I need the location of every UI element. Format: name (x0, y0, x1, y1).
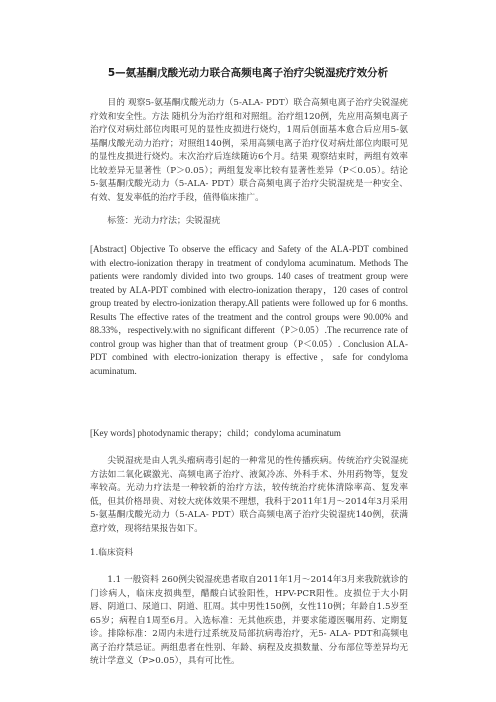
section-body: 1.1 一般资料 260例尖锐湿疣患者取自2011年1月～2014年3月来我院就诊的门诊病人，临床皮损典型，醋酸白试验阳性，HPV-PCR阳性。皮损位于大小阴唇、阴道口、尿道口、阴道、肛周。其中男性150例，女性110例；年龄自1.5岁至65岁；病程自1周至6月。入选标准：无其他疾患，并要求能遵医嘱用药、定期复诊。排除标准：2周内未进行过系统及局部抗病毒治疗，无5- ALA- PDT和高频电离子治疗禁忌证。两组患者在性别、年龄、病程及皮损数量、分布部位等差异均无统计学意义（P>0.05），具有可比性。 (90, 575, 408, 666)
abstract-english: [Abstract] Objective To observe the efficacy and Safety of the ALA-PDT combined with electro-ionization therapy in treatment of condyloma acuminatum. Methods The patients were randomly divided into two groups. 140 cases of treatment group were treated by ALA-PDT combined with electro-ionization therapy，120 cases of control group treated by electro-ionization therapy.All patients were followed up for 6 months. Results The effective rates of the treatment and the control groups were 90.00% and 88.33%，respectively.with no significant different（P＞0.05）.The recurrence rate of control group was higher than that of treatment group（P＜0.05）. Conclusion ALA-PDT combined with electro-ionization therapy is effective，safe for condyloma acuminatum. (90, 244, 408, 376)
article-title: 5—氨基酮戊酸光动力联合高频电离子治疗尖锐湿疣疗效分析 (107, 67, 389, 79)
section-heading: 1.临床资料 (90, 548, 134, 558)
keywords-chinese: 标签：光动力疗法；尖锐湿疣 (107, 216, 221, 226)
abstract-chinese: 目的 观察5-氨基酮戊酸光动力（5-ALA- PDT）联合高频电离子治疗尖锐湿疣疗效和安全性。方法 随机分为治疗组和对照组。治疗组120例，先应用高频电离子治疗仪对病灶部位肉眼可见的显性皮损进行烧灼，1周后创面基本愈合后应用5-氨基酮戊酸光动力治疗；对照组140例，采用高频电离子治疗仪对病灶部位肉眼可见的显性皮损进行烧灼。末次治疗后连续随访6个月。结果 观察结束时，两组有效率比较差异无显著性（P＞0.05）；两组复发率比较有显著性差异（P＜0.05）。结论 5-氨基酮戊酸光动力（5-ALA- PDT）联合高频电离子治疗尖锐湿疣是一种安全、有效、复发率低的治疗手段，值得临床推广。 (90, 98, 408, 203)
keywords-english: [Key words] photodynamic therapy；child；condyloma acuminatum (90, 428, 341, 438)
introduction-paragraph: 尖锐湿疣是由人乳头瘤病毒引起的一种常见的性传播疾病。传统治疗尖锐湿疣方法如二氧化碳激光、高频电离子治疗、液氮冷冻、外科手术、外用药物等，复发率较高。光动力疗法是一种较新的治疗方法，较传统治疗疣体清除率高、复发率低，但其价格昂贵、对较大疣体效果不理想，我科于2011年1月～2014年3月采用5-氨基酮戊酸光动力（5-ALA- PDT）联合高频电离子治疗尖锐湿疣140例，获满意疗效，现将结果报告如下。 (90, 456, 408, 534)
